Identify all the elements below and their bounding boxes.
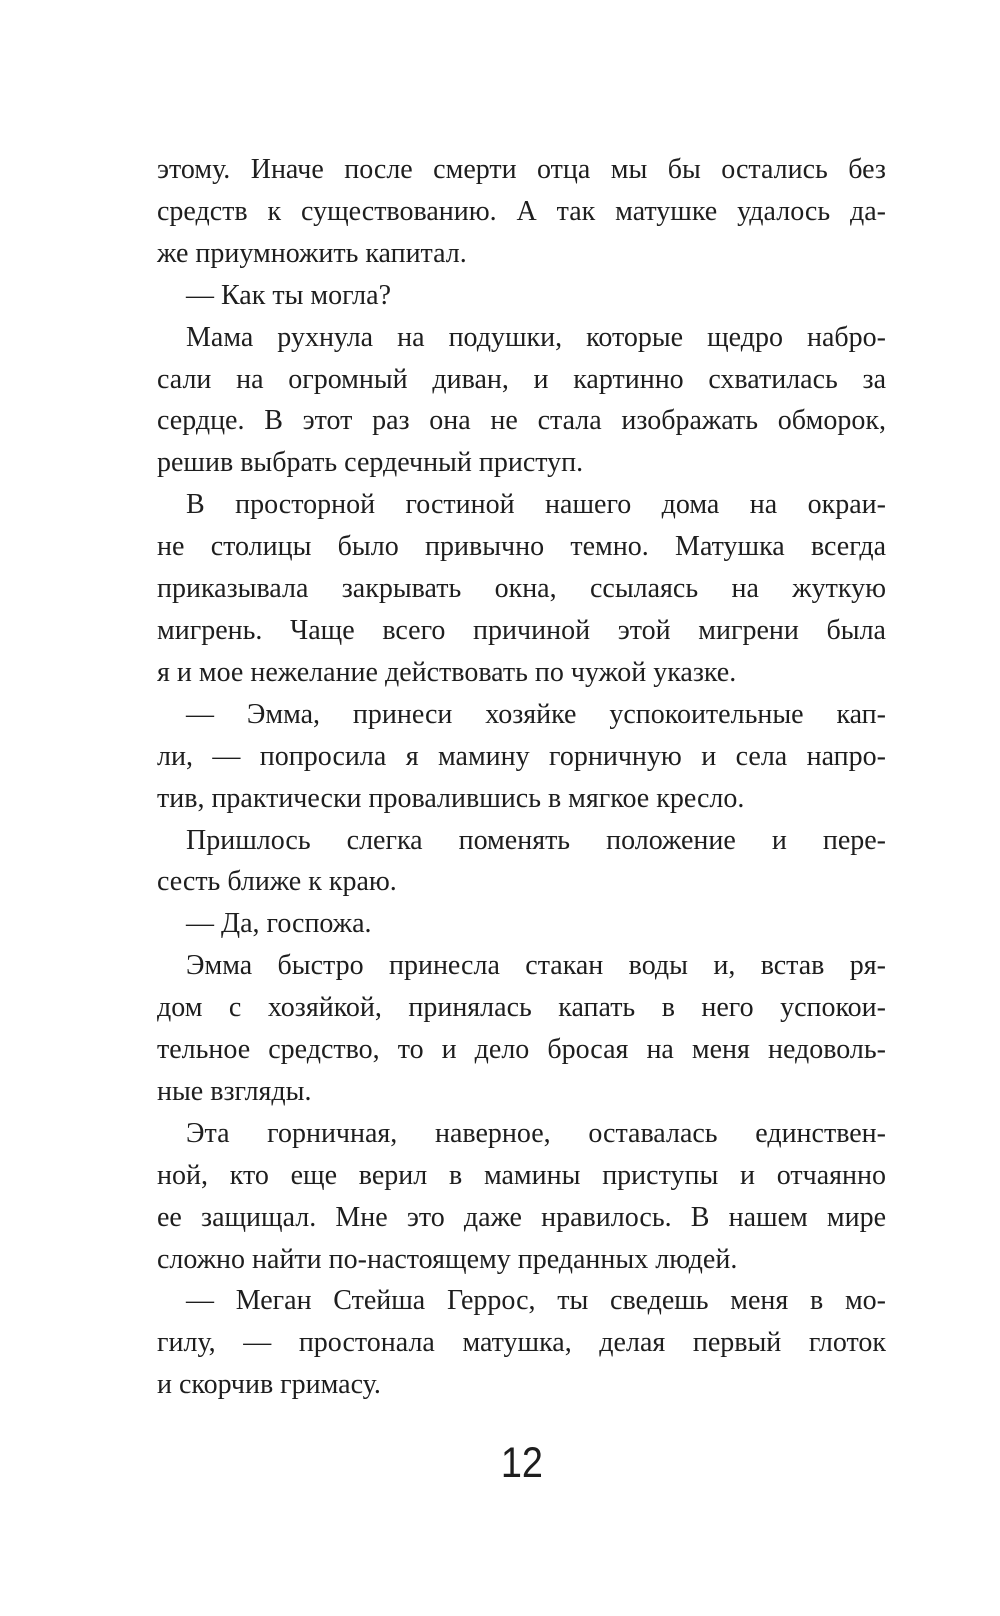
text-line: этому. Иначе после смерти отца мы бы остались без [157, 154, 886, 185]
text-line: — Как ты могла? [186, 279, 391, 311]
text-line: гилу, — простонала матушка, делая первый глоток [157, 1327, 886, 1359]
text-line: средств к существованию. А так матушке удалось да- [157, 195, 886, 227]
paragraph [157, 903, 886, 945]
text-line: сесть ближе к краю. [157, 866, 397, 898]
text-line: Мама рухнула на подушки, которые щедро набро- [186, 321, 886, 353]
text-line: — Меган Стейша Геррос, ты сведешь меня в мо- [186, 1285, 886, 1317]
text-block [157, 149, 886, 1406]
text-line: мигрень. Чаще всего причиной этой мигрени была [157, 614, 886, 646]
text-line: — Да, госпожа. [186, 908, 372, 940]
text-line: ные взгляды. [157, 1075, 312, 1107]
text-line: Пришлось слегка поменять положение и пере- [186, 824, 886, 856]
text-line: тив, практически провалившись в мягкое кресло. [157, 782, 745, 814]
paragraph [157, 694, 886, 820]
text-line: ее защищал. Мне это даже нравилось. В нашем мире [157, 1201, 886, 1233]
text-line: не столицы было привычно темно. Матушка всегда [157, 531, 886, 563]
page-number [157, 1439, 886, 1487]
text-line: решив выбрать сердечный приступ. [157, 447, 584, 479]
paragraph [157, 317, 886, 485]
text-line: Эта горничная, наверное, оставалась единствен- [186, 1117, 886, 1149]
text-line: же приумножить капитал. [157, 237, 467, 269]
text-line: — Эмма, принеси хозяйке успокоительные кап- [186, 698, 886, 730]
text-line: сердце. В этот раз она не стала изображать обморок, [157, 405, 886, 437]
text-line: ли, — попросила я мамину горничную и села напро- [157, 740, 886, 772]
text-line: сложно найти по-настоящему преданных людей. [157, 1243, 738, 1275]
paragraph [157, 945, 886, 1113]
text-line: дом с хозяйкой, принялась капать в него успокои- [157, 992, 886, 1024]
text-line: тельное средство, то и дело бросая на меня недоволь- [157, 1034, 886, 1066]
text-line: ной, кто еще верил в мамины приступы и отчаянно [157, 1159, 886, 1191]
paragraph [157, 149, 886, 275]
paragraph [157, 1280, 886, 1406]
text-line: Эмма быстро принесла стакан воды и, встав ря- [186, 950, 886, 982]
page-number-value: 12 [500, 1439, 543, 1487]
text-line: и скорчив гримасу. [157, 1369, 381, 1401]
text-line: приказывала закрывать окна, ссылаясь на жуткую [157, 573, 886, 605]
paragraph [157, 1113, 886, 1281]
paragraph [157, 275, 886, 317]
text-line: сали на огромный диван, и картинно схватилась за [157, 363, 886, 395]
paragraph [157, 820, 886, 904]
text-line: я и мое нежелание действовать по чужой указке. [157, 656, 737, 688]
text-line: В просторной гостиной нашего дома на окраи- [186, 489, 886, 521]
paragraph [157, 484, 886, 694]
